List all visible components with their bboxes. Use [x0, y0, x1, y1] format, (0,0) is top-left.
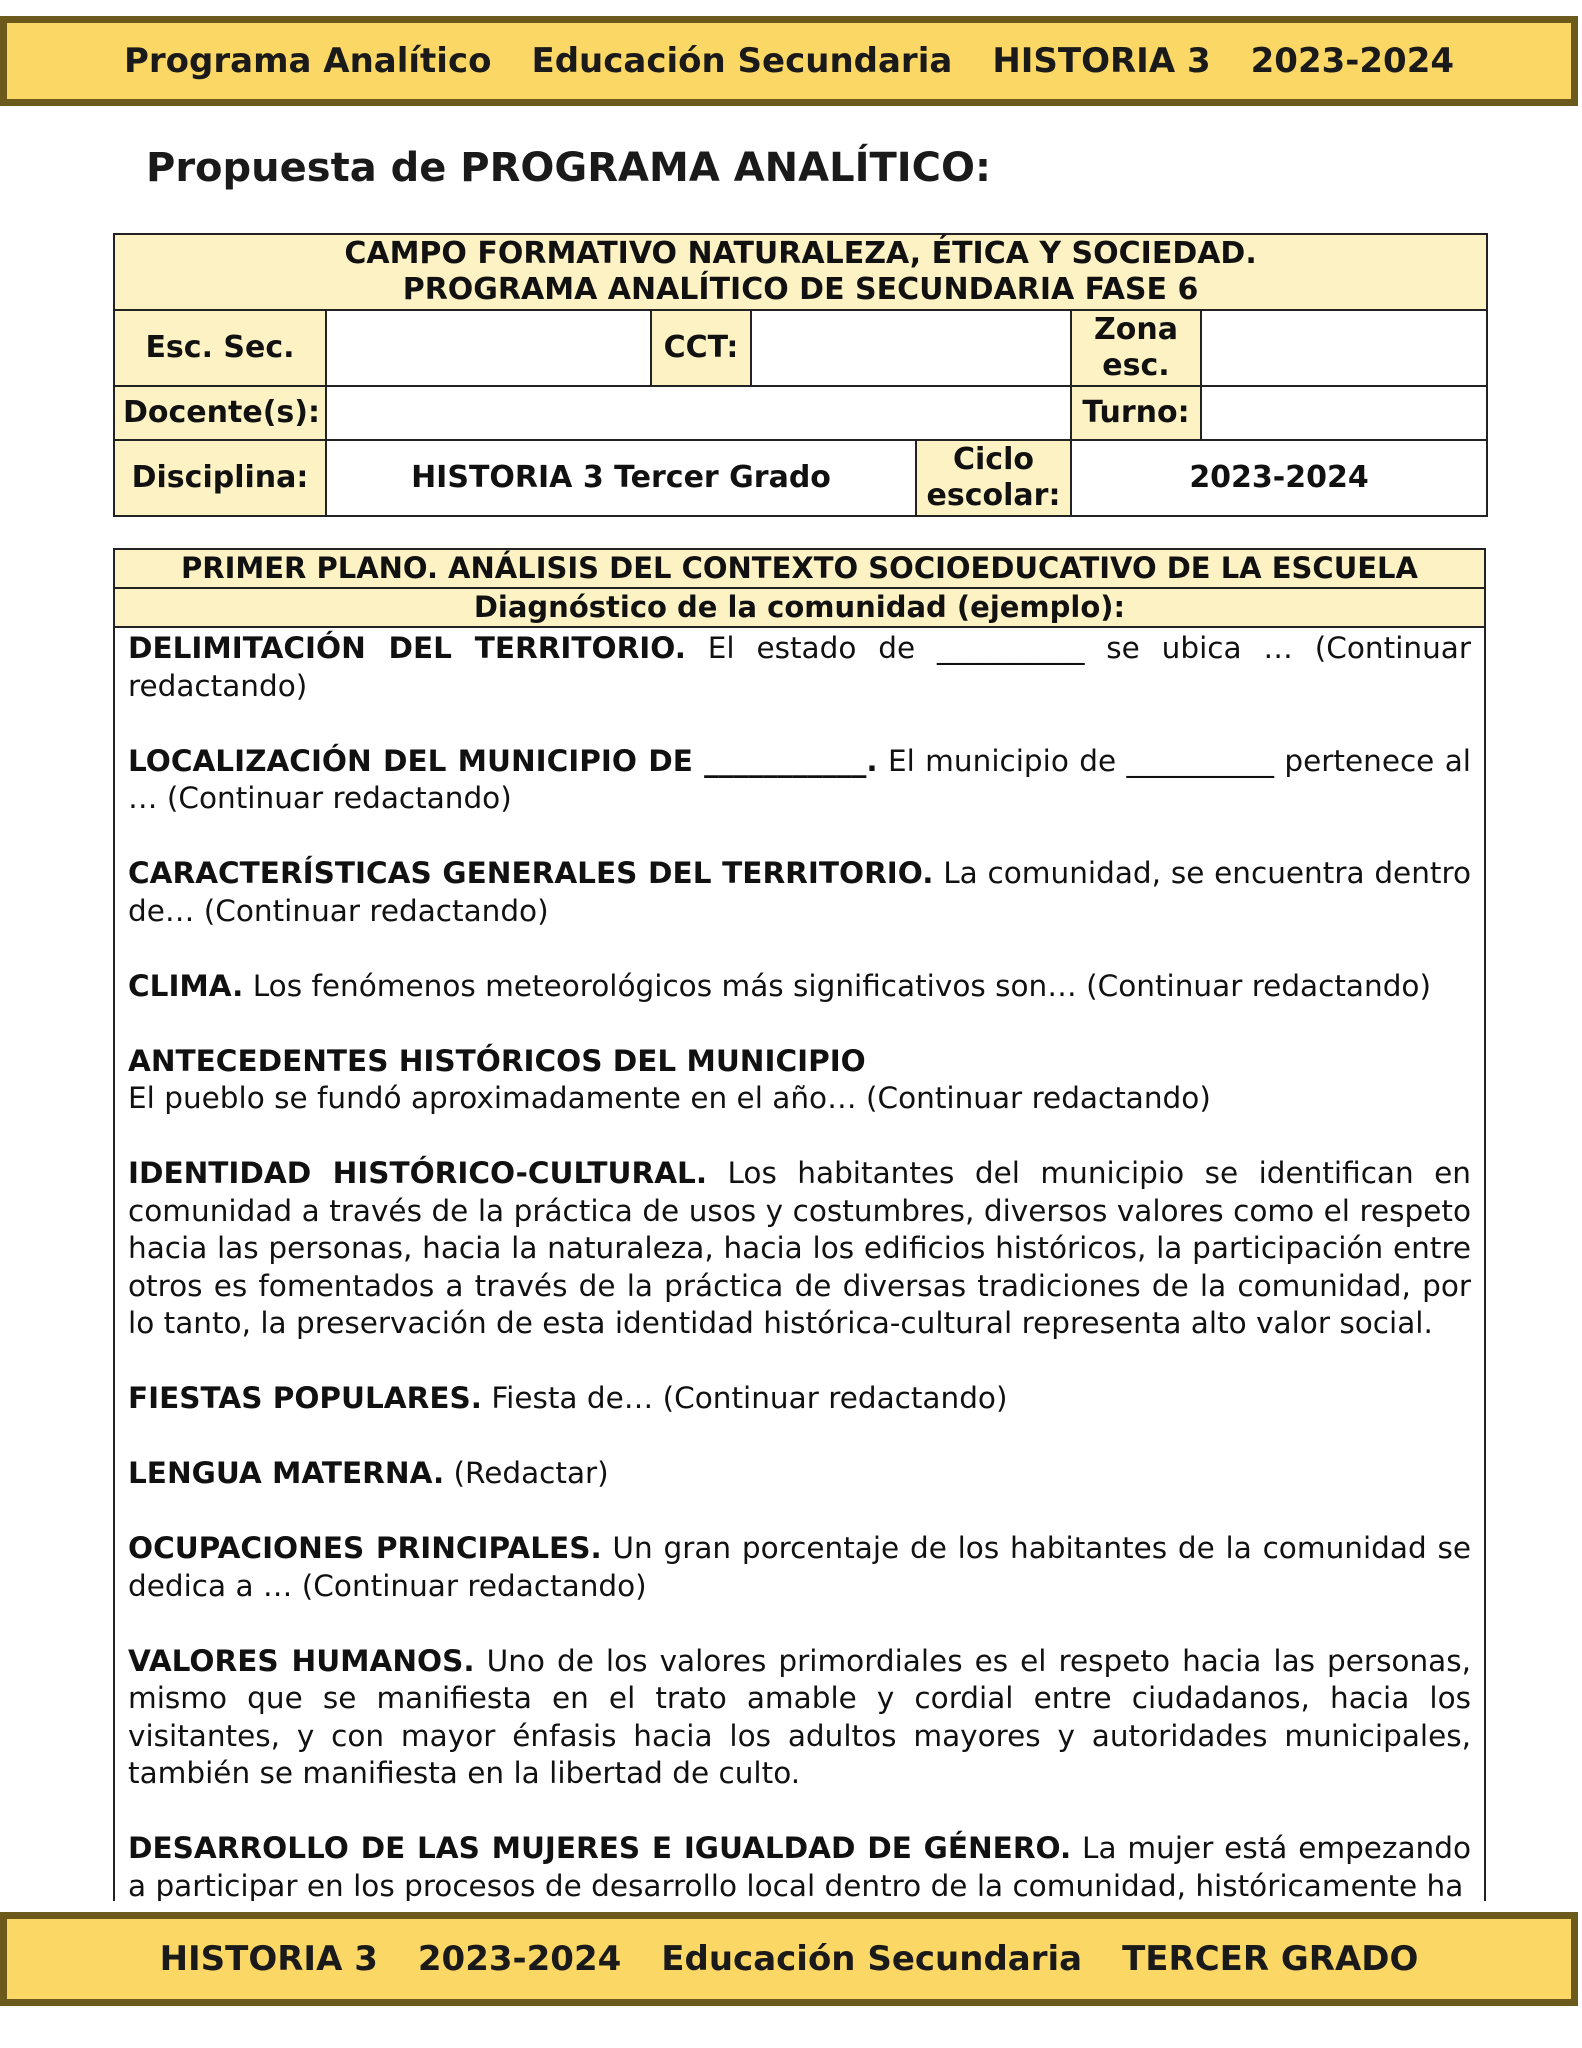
esc-sec-field[interactable]: [326, 310, 651, 386]
context-section: [113, 548, 1486, 1901]
section-text: La mujer está empezando a participar en los procesos de desarrollo local dentro de la comunidad, históricamente ha: [128, 1831, 1471, 1901]
footer-banner: [0, 1912, 1578, 2006]
section-text: Uno de los valores primordiales es el respeto hacia las personas, mismo que se manifiesta en el trato amable y cordial entre ciudadanos, hacia los visitantes, y con mayor énfasis hacia los adultos mayores y autoridades municipales, también se manifiesta en la libertad de culto.: [128, 1643, 1472, 1790]
section-title: IDENTIDAD HISTÓRICO-CULTURAL.: [128, 1156, 708, 1190]
docente-label: Docente(s):: [114, 386, 326, 440]
ciclo-value: 2023-2024: [1071, 440, 1487, 516]
disciplina-label: Disciplina:: [114, 440, 326, 516]
context-body: [115, 628, 1484, 1901]
section-title: DESARROLLO DE LAS MUJERES E IGUALDAD DE GÉNERO.: [128, 1831, 1072, 1865]
section-lengua: [128, 1455, 1471, 1493]
disciplina-value: HISTORIA 3 Tercer Grado: [326, 440, 916, 516]
context-subheading: Diagnóstico de la comunidad (ejemplo):: [115, 589, 1484, 628]
zona-field[interactable]: [1201, 310, 1487, 386]
section-text: El pueblo se fundó aproximadamente en el año… (Continuar redactando): [128, 1081, 1211, 1115]
info-heading-line1: CAMPO FORMATIVO NATURALEZA, ÉTICA Y SOCIEDAD.: [344, 236, 1257, 271]
turno-field[interactable]: [1201, 386, 1487, 440]
section-fiestas: [128, 1380, 1471, 1418]
section-desarrollo: [128, 1830, 1471, 1901]
footer-grade: TERCER GRADO: [1122, 1939, 1419, 1979]
header-cycle: 2023-2024: [1250, 41, 1455, 81]
section-antecedentes: [128, 1043, 1471, 1118]
section-title: ANTECEDENTES HISTÓRICOS DEL MUNICIPIO: [128, 1043, 866, 1078]
info-heading-line2: PROGRAMA ANALÍTICO DE SECUNDARIA FASE 6: [402, 272, 1199, 307]
ciclo-label: [916, 440, 1071, 516]
docente-field[interactable]: [326, 386, 1071, 440]
section-clima: [128, 968, 1471, 1006]
info-heading: [114, 234, 1487, 310]
section-title: FIESTAS POPULARES.: [128, 1381, 482, 1415]
section-title: LENGUA MATERNA.: [128, 1456, 445, 1490]
section-text: El estado de __________ se ubica … (Continuar redactando): [128, 631, 1471, 703]
context-heading: PRIMER PLANO. ANÁLISIS DEL CONTEXTO SOCIOEDUCATIVO DE LA ESCUELA: [115, 550, 1484, 589]
section-text: El municipio de __________ pertenece al … (Continuar redactando): [128, 743, 1471, 815]
zona-label: [1071, 310, 1201, 386]
cct-label: CCT:: [651, 310, 751, 386]
cct-field[interactable]: [751, 310, 1071, 386]
page-title: Propuesta de PROGRAMA ANALÍTICO:: [146, 145, 991, 191]
header-banner: [0, 16, 1578, 106]
zona-label-line1: Zona: [1094, 312, 1178, 347]
info-table: [113, 233, 1488, 517]
section-text: Un gran porcentaje de los habitantes de la comunidad se dedica a … (Continuar redactando): [128, 1531, 1471, 1603]
section-text: (Redactar): [444, 1456, 609, 1490]
footer-subject: HISTORIA 3: [159, 1939, 378, 1979]
header-program: Programa Analítico: [123, 41, 492, 81]
section-ocupaciones: [128, 1530, 1471, 1605]
section-text: La comunidad, se encuentra dentro de… (Continuar redactando): [128, 856, 1472, 928]
ciclo-label-line1: Ciclo: [953, 442, 1034, 477]
footer-cycle: 2023-2024: [417, 1939, 622, 1979]
section-title: OCUPACIONES PRINCIPALES.: [128, 1531, 602, 1565]
section-identidad: [128, 1155, 1471, 1343]
zona-label-line2: esc.: [1102, 348, 1170, 383]
header-subject: HISTORIA 3: [992, 41, 1211, 81]
esc-sec-label: Esc. Sec.: [114, 310, 326, 386]
section-valores: [128, 1643, 1471, 1793]
section-caracteristicas: [128, 855, 1471, 930]
section-text: Los fenómenos meteorológicos más significativos son… (Continuar redactando): [243, 968, 1431, 1003]
ciclo-label-line2: escolar:: [926, 478, 1061, 513]
turno-label: Turno:: [1071, 386, 1201, 440]
section-title: CLIMA.: [128, 968, 244, 1003]
section-text: Fiesta de… (Continuar redactando): [481, 1381, 1008, 1415]
footer-level: Educación Secundaria: [661, 1939, 1083, 1979]
header-level: Educación Secundaria: [531, 41, 953, 81]
section-title: LOCALIZACIÓN DEL MUNICIPIO DE ___________.: [128, 743, 878, 778]
section-title: CARACTERÍSTICAS GENERALES DEL TERRITORIO.: [128, 856, 934, 890]
section-title: DELIMITACIÓN DEL TERRITORIO.: [128, 631, 686, 665]
section-title: VALORES HUMANOS.: [128, 1643, 475, 1678]
section-localizacion: [128, 743, 1471, 818]
section-text: Los habitantes del municipio se identifican en comunidad a través de la práctica de usos y costumbres, diversos valores como el respeto hacia las personas, hacia la naturaleza, hacia los edificios históricos, la participación entre otros es fomentados a través de la práctica de diversas tradiciones de la comunidad, por lo tanto, la preservación de esta identidad histórica-cultural representa alto valor social.: [128, 1156, 1471, 1340]
section-delimitacion: [128, 630, 1471, 705]
